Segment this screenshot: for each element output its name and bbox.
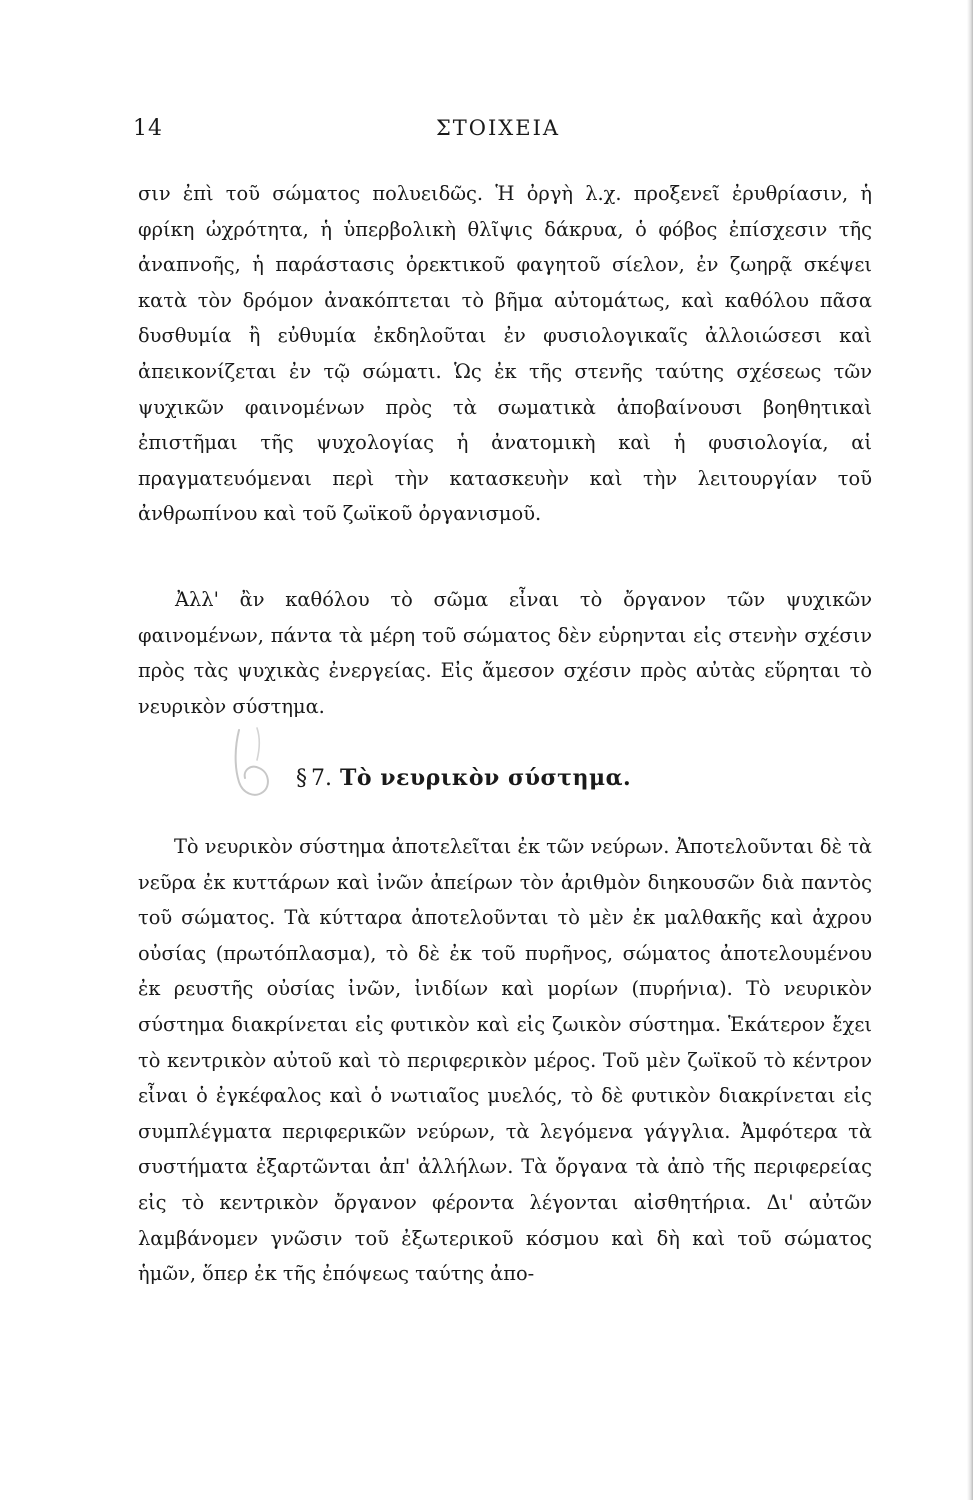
running-title: ΣΤΟΙΧΕΙΑ [435,116,561,140]
section-title: Τὸ νευρικὸν σύστημα. [340,765,632,791]
pencil-margin-mark [231,726,277,800]
page-header [133,116,863,150]
section-number: 7. [311,766,332,791]
scan-edge-shadow [967,0,973,1500]
paragraph-body-3: Τὸ νευρικὸν σύστημα ἀποτελεῖται ἐκ τῶν νεύρων. Ἀποτελοῦνται δὲ τὰ νεῦρα ἐκ κυττάρων καὶ ἰνῶν ἀπείρων τὸν ἀριθμὸν διηκουσῶν διὰ παντὸς τοῦ σώματος. Τὰ κύτταρα ἀποτελοῦνται τὸ μὲν ἐκ μαλθακῆς καὶ ἀχρου οὐσίας (πρωτόπλασμα), τὸ δὲ ἐκ τοῦ πυρῆνος, σώματος ἀποτελουμένου ἐκ ρευστῆς οὐσίας ἰνῶν, ἰνιδίων καὶ μορίων (πυρήνια). Τὸ νευρικὸν σύστημα διακρίνεται εἰς φυτικὸν καὶ εἰς ζωικὸν σύστημα. Ἑκάτερον ἔχει τὸ κεντρικὸν αὐτοῦ καὶ τὸ περιφερικὸν μέρος. Τοῦ μὲν ζωϊκοῦ τὸ κέντρον εἶναι ὁ ἐγκέφαλος καὶ ὁ νωτιαῖος μυελός, τὸ δὲ φυτικὸν διακρίνεται εἰς συμπλέγματα περιφερικῶν νεύρων, τὰ λεγόμενα γάγγλια. Ἀμφότερα τὰ συστήματα ἐξαρτῶνται ἀπ' ἀλλήλων. Τὰ ὄργανα τὰ ἀπὸ τῆς περιφερείας εἰς τὸ κεντρικὸν ὄργανον φέροντα λέγονται αἰσθητήρια. Δι' αὐτῶν λαμβάνομεν γνῶσιν τοῦ ἐξωτερικοῦ κόσμου καὶ δὴ καὶ τοῦ σώματος ἡμῶν, ὅπερ ἐκ τῆς ἐπόψεως ταύτης ἀπο- [138,835,872,1286]
section-sign: § [296,766,307,791]
paragraph-body-2: Ἀλλ' ἂν καθόλου τὸ σῶμα εἶναι τὸ ὄργανον τῶν ψυχικῶν φαινομένων, πάντα τὰ μέρη τοῦ σώματος δὲν εὑρηνται εἰς στενὴν σχέσιν πρὸς τὰς ψυχικὰς ἐνεργείας. Εἰς ἄμεσον σχέσιν πρὸς αὐτὰς εὕρηται τὸ νευρικὸν σύστημα. [138,588,872,718]
page-number: 14 [133,116,163,141]
section-heading [296,765,856,801]
paragraph-body-1: σιν ἐπὶ τοῦ σώματος πολυειδῶς. Ἡ ὀργὴ λ.χ. προξενεῖ ἐρυθρίασιν, ἡ φρίκη ὠχρότητα, ἡ ὑπερβολικὴ θλῖψις δάκρυα, ὁ φόβος ἐπίσχεσιν τῆς ἀναπνοῆς, ἡ παράστασις ὀρεκτικοῦ φαγητοῦ σίελον, ἐν ζωηρᾷ σκέψει κατὰ τὸν δρόμον ἀνακόπτεται τὸ βῆμα αὐτομάτως, καὶ καθόλου πᾶσα δυσθυμία ἢ εὐθυμία ἐκδηλοῦται ἐν φυσιολογικαῖς ἀλλοιώσεσι καὶ ἀπεικονίζεται ἐν τῷ σώματι. Ὡς ἐκ τῆς στενῆς ταύτης σχέσεως τῶν ψυχικῶν φαινομένων πρὸς τὰ σωματικὰ ἀποβαίνουσι βοηθητικαὶ ἐπιστῆμαι τῆς ψυχολογίας ἡ ἀνατομικὴ καὶ ἡ φυσιολογία, αἱ πραγματευόμεναι περὶ τὴν κατασκευὴν καὶ τὴν λειτουργίαν τοῦ ἀνθρωπίνου καὶ τοῦ ζωϊκοῦ ὀργανισμοῦ. [138,182,872,526]
